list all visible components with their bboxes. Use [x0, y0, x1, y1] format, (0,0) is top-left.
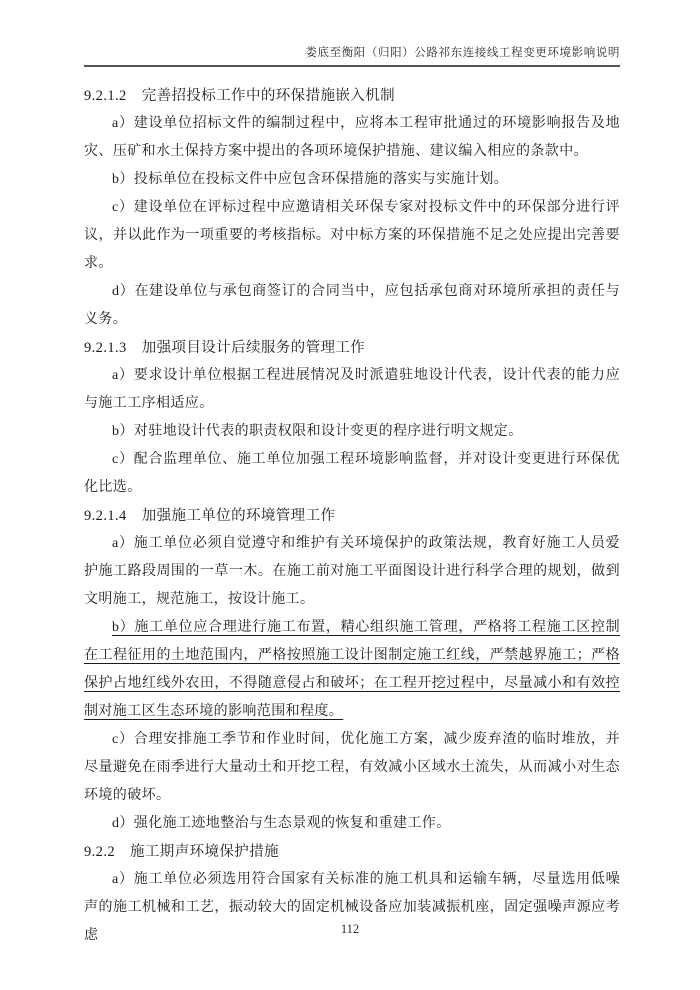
paragraph: d）在建设单位与承包商签订的合同当中，应包括承包商对环境所承担的责任与义务。	[84, 284, 620, 327]
page-header	[84, 44, 620, 67]
section-heading	[84, 838, 620, 866]
section-number: 9.2.1.2	[84, 88, 127, 104]
section-heading	[84, 82, 620, 110]
paragraph: a）施工单位必须自觉遵守和维护有关环境保护的政策法规，教育好施工人员爱护施工路段周围的一草一木。在施工前对施工平面图设计进行科学合理的规划，做到文明施工，规范施工，按设计施工。	[84, 536, 620, 607]
section-heading	[84, 334, 620, 362]
paragraph: b）对驻地设计代表的职责权限和设计变更的程序进行明文规定。	[112, 424, 523, 439]
document-body	[84, 82, 620, 950]
paragraph: c）建设单位在评标过程中应邀请相关环保专家对投标文件中的环保部分进行评议，并以此作为一项重要的考核指标。对中标方案的环保措施不足之处应提出完善要求。	[84, 200, 620, 271]
section-heading	[84, 502, 620, 530]
paragraph: a）建设单位招标文件的编制过程中，应将本工程审批通过的环境影响报告及地灾、压矿和水土保持方案中提出的各项环境保护措施、建议编入相应的条款中。	[84, 116, 620, 159]
paragraph: d）强化施工迹地整治与生态景观的恢复和重建工作。	[112, 816, 451, 831]
paragraph-underlined: b）施工单位应合理进行施工布置，精心组织施工管理，严格将工程施工区控制在工程征用的土地范围内，严格按照施工设计图制定施工红线，严禁越界施工；严格保护占地红线外农田，不得随意侵占和破坏；在工程开挖过程中，尽量减小和有效控制对施工区生态环境的影响范围和程度。	[84, 620, 620, 719]
section-title: 加强项目设计后续服务的管理工作	[141, 340, 366, 356]
section-title: 施工期声环境保护措施	[130, 844, 279, 860]
section-title: 完善招投标工作中的环保措施嵌入机制	[141, 88, 395, 104]
page-number: 112	[340, 922, 360, 936]
paragraph: b）投标单位在投标文件中应包含环保措施的落实与实施计划。	[112, 172, 509, 187]
paragraph: c）合理安排施工季节和作业时间，优化施工方案，减少废弃渣的临时堆放，并尽量避免在雨季进行大量动土和开挖工程，有效减小区域水土流失，从而减小对生态环境的破坏。	[84, 732, 620, 803]
section-number: 9.2.1.3	[84, 340, 127, 356]
page-footer	[0, 922, 700, 937]
paragraph: c）配合监理单位、施工单位加强工程环境影响监督，并对设计变更进行环保优化比选。	[84, 452, 620, 495]
paragraph: a）要求设计单位根据工程进展情况及时派遣驻地设计代表，设计代表的能力应与施工工序相适应。	[84, 368, 620, 411]
section-number: 9.2.1.4	[84, 508, 127, 524]
section-number: 9.2.2	[84, 844, 115, 860]
header-title: 娄底至衡阳（归阳）公路祁东连接线工程变更环境影响说明	[305, 47, 620, 59]
section-title: 加强施工单位的环境管理工作	[141, 508, 336, 524]
paragraph: a）施工单位必须选用符合国家有关标准的施工机具和运输车辆，尽量选用低噪声的施工机械和工艺，振动较大的固定机械设备应加装减振机座，固定强噪声源应考虑	[84, 872, 620, 943]
